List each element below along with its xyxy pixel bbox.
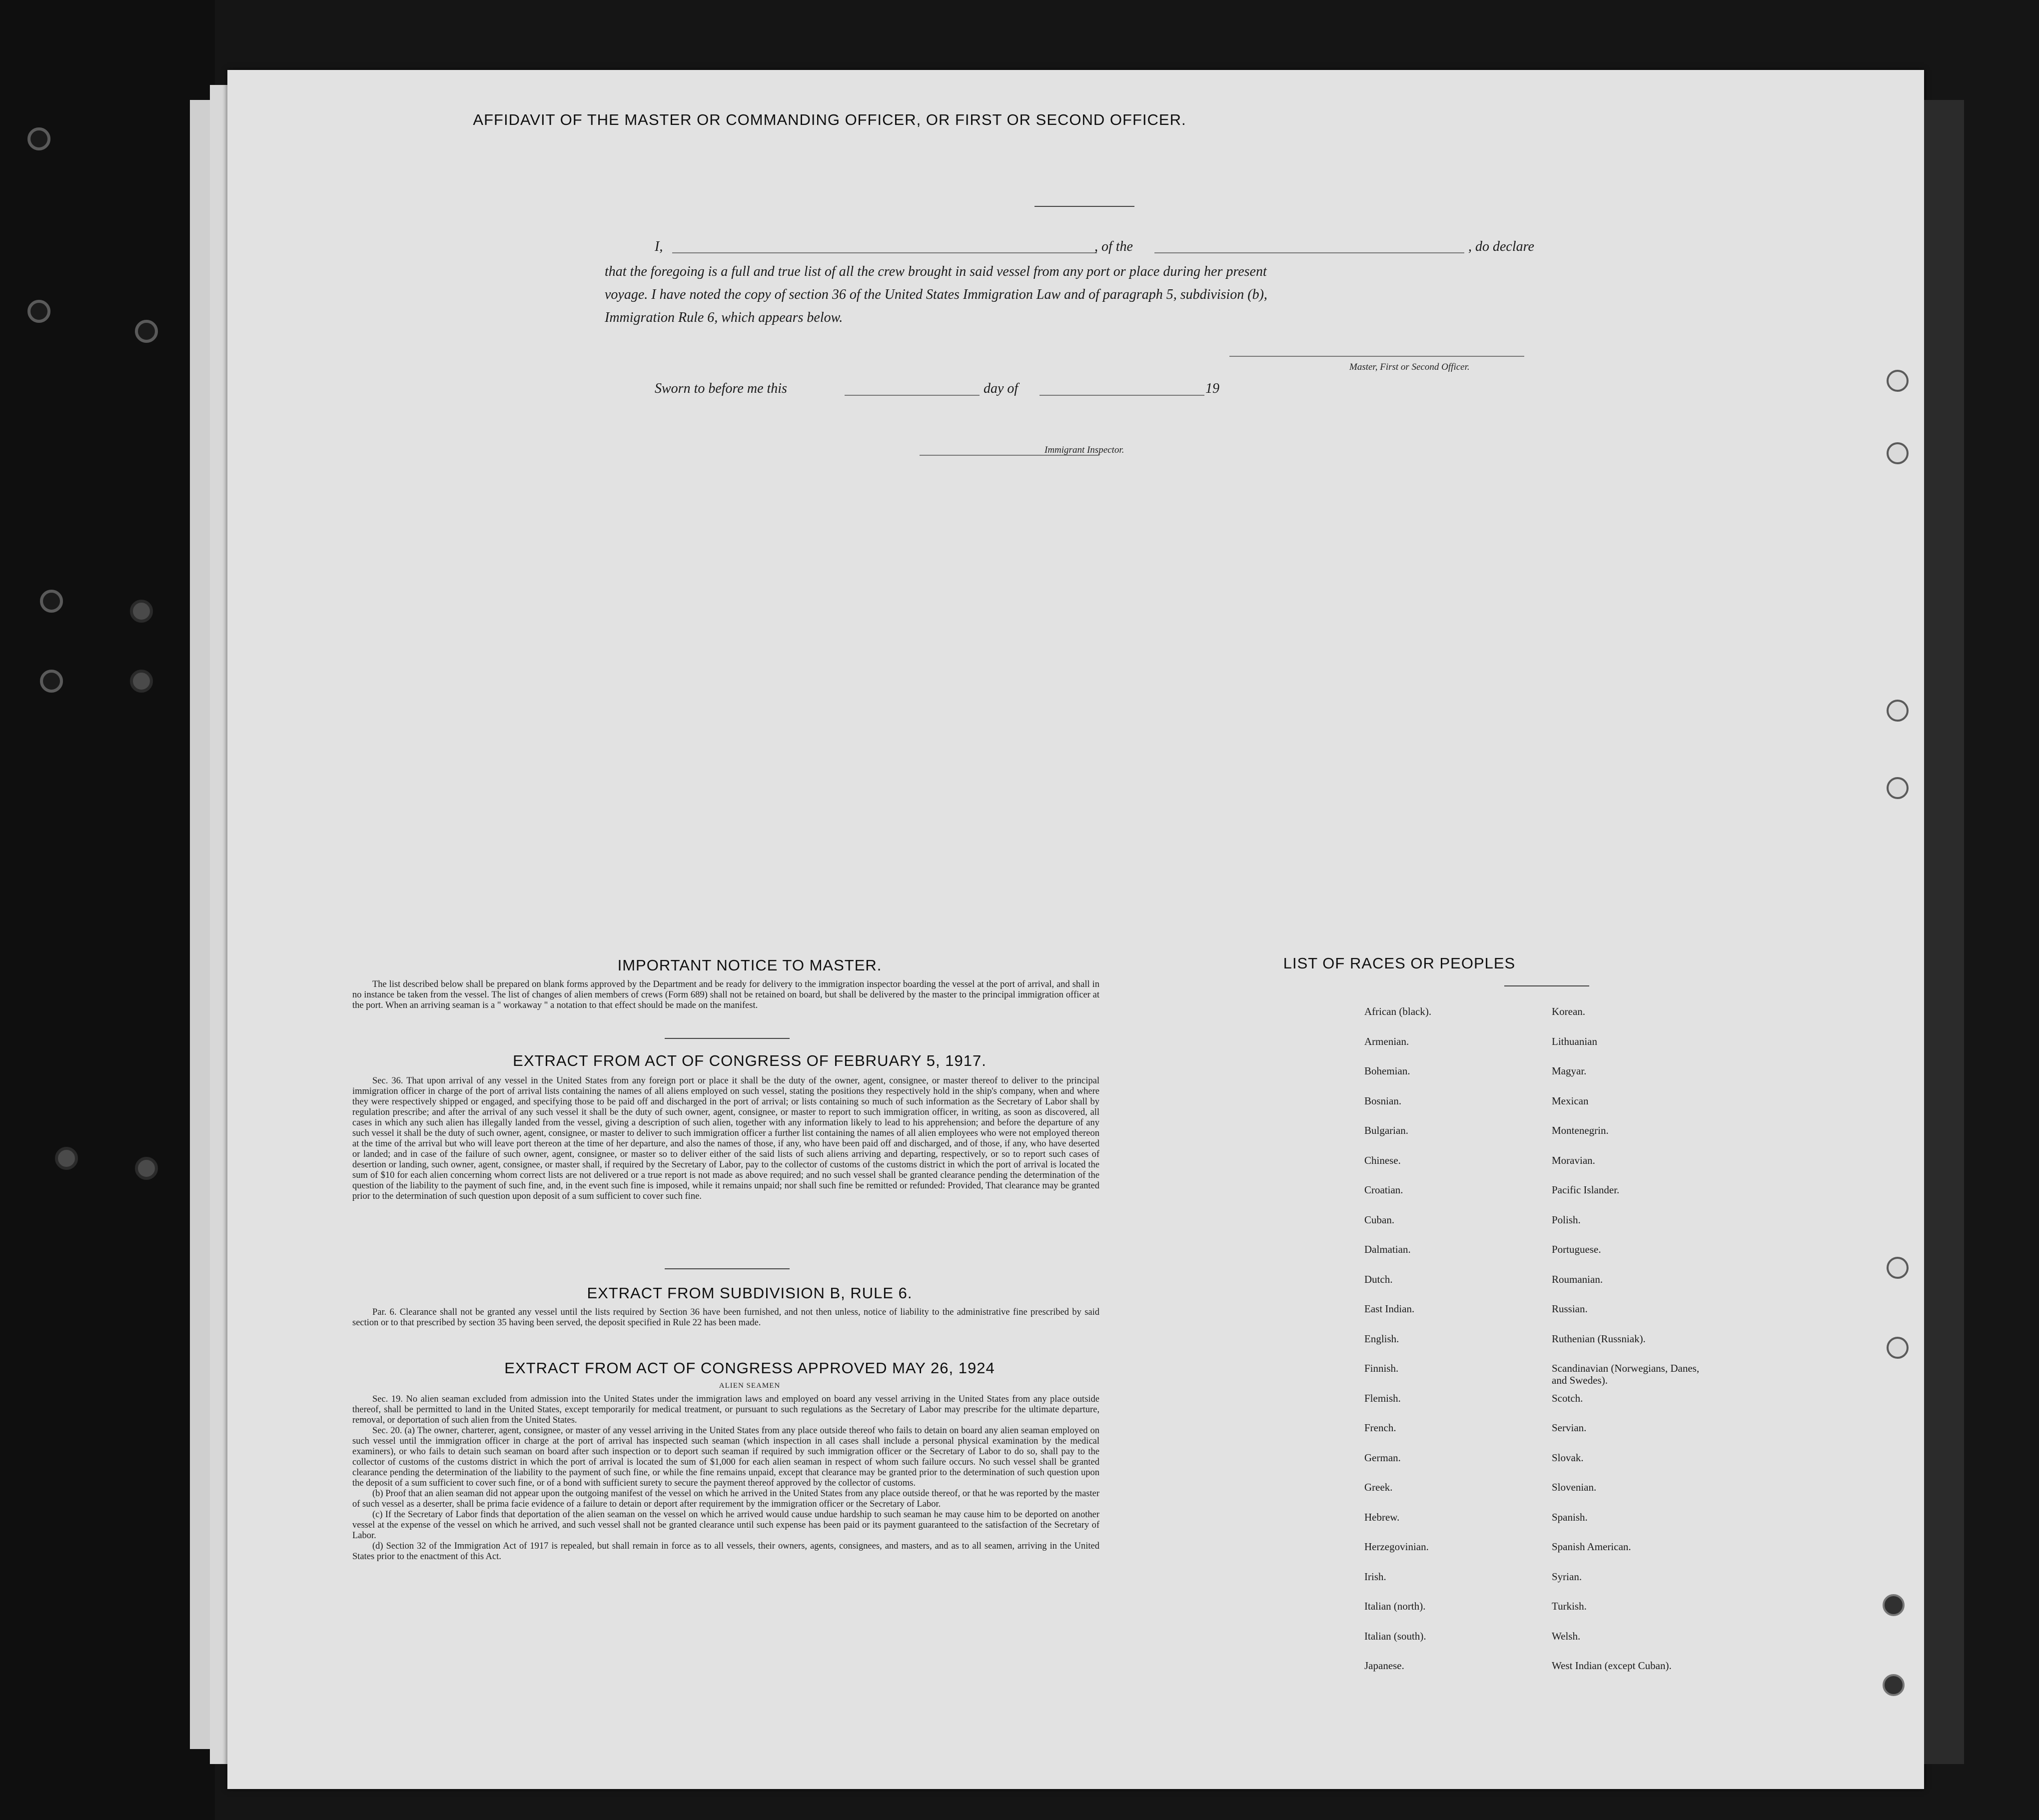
race-item: Italian (south). <box>1364 1630 1426 1642</box>
race-item: Italian (north). <box>1364 1600 1426 1612</box>
extract-1917-paragraph: Sec. 36. That upon arrival of any vessel in the United States from any foreign port or place it shall be the duty of the owner, agent, consignee, or master thereof to deliver to the principal immigration officer in charge of the port of arrival lists containing the names of all aliens employed on such vessel, stating the positions they respectively hold in the ship's company, when and where they were respectively shipped or engaged, and specifying those to be paid off and discharged in the port of arrival; or lists containing so much of such information as the Secretary of Labor shall by regulation prescribe; and after the arrival of any such vessel it shall be the duty of such owner, agent, consignee, or master to report to such immigration officer, in writing, as soon as discovered, all cases in which any such alien has illegally landed from the vessel, giving a description of such alien, together with any information likely to lead to his apprehension; and before the departure of any such vessel it shall be the duty of such owner, agent, consignee, or master to deliver to such immigration officer a further list containing the names of all alien employees who were not employed thereon at the time of the arrival but who will leave port thereon at the time of her departure, and also the names of those, if any, who have been paid off and discharged, and of those, if any, who have deserted or landed; and in case of the failure of such owner, agent, consignee, or master so to deliver either of the said lists of such aliens arriving and departing, respectively, or so to report such cases of desertion or landing, such owner, agent, consignee, or master shall, if required by the Secretary of Labor, pay to the collector of customs of the customs district in which the port of arrival is located the sum of $10 for each alien concerning whom correct lists are not delivered or a true report is not made as above required; and no such vessel shall be granted clearance pending the determination of the question of the liability to the payment of such fine, and, in the event such fine is imposed, while it remains unpaid; nor shall such fine be remitted or refunded: Provided, That clearance may be granted prior to the determination of such question upon deposit of a sum sufficient to cover such fine. <box>352 1076 1099 1201</box>
day-of-label: day of <box>984 381 1019 396</box>
sworn-month-line <box>1039 395 1204 396</box>
race-item: Spanish. <box>1552 1511 1588 1523</box>
race-item: Roumanian. <box>1552 1273 1603 1285</box>
race-item: African (black). <box>1364 1005 1432 1017</box>
race-item: Slovenian. <box>1552 1481 1597 1493</box>
extract-rule6-title: EXTRACT FROM SUBDIVISION B, RULE 6. <box>587 1284 913 1302</box>
name-line <box>672 252 1097 253</box>
page-right-edge <box>1924 100 1964 1764</box>
extract-1917-title: EXTRACT FROM ACT OF CONGRESS OF FEBRUARY 5, 1917. <box>513 1052 987 1069</box>
page-hole <box>1887 1337 1909 1359</box>
race-item: Pacific Islander. <box>1552 1184 1620 1196</box>
sworn-day-line <box>845 395 980 396</box>
race-item: Moravian. <box>1552 1154 1595 1166</box>
section-rule <box>665 1038 790 1039</box>
notice-paragraph: The list described below shall be prepared on blank forms approved by the Department and be ready for delivery to the immigration inspector boarding the vessel at the port of arrival, and shall in no instance be taken from the vessel. The list of changes of alien members of crews (Form 689) shall not be retained on board, but shall be delivered by the master to the principal immigration officer at the port. When an arriving seaman is a " workaway " a notation to that effect should be made on the manifest. <box>352 979 1099 1010</box>
extract-1924-subtitle: ALIEN SEAMEN <box>719 1382 781 1390</box>
race-item: Polish. <box>1552 1213 1581 1226</box>
race-item: Turkish. <box>1552 1600 1587 1612</box>
affidavit-declare: , do declare <box>1468 239 1534 254</box>
binder-hole <box>40 670 63 693</box>
race-item: English. <box>1364 1332 1399 1345</box>
races-title: LIST OF RACES OR PEOPLES <box>1283 954 1516 972</box>
extract-rule6-paragraph: Par. 6. Clearance shall not be granted any vessel until the lists required by Section 36 have been furnished, and not then unless, notice of liability to the administrative fine prescribed by said section or to that prescribed by section 35 having been served, the deposit specified in Rule 22 has been made. <box>352 1307 1099 1328</box>
title-rule <box>1034 206 1134 207</box>
race-item: Slovak. <box>1552 1451 1584 1464</box>
race-item: Spanish American. <box>1552 1541 1631 1553</box>
binder-background <box>0 0 215 1820</box>
binder-hole <box>55 1147 78 1170</box>
binder-hole <box>135 1157 158 1180</box>
race-item: Portuguese. <box>1552 1243 1601 1255</box>
race-item: Dalmatian. <box>1364 1243 1411 1255</box>
race-item: Scandinavian (Norwegians, Danes, and Swedes). <box>1552 1362 1700 1386</box>
inspector-label: Immigrant Inspector. <box>1044 445 1124 455</box>
affidavit-of-the: , of the <box>1094 239 1133 254</box>
race-item: Dutch. <box>1364 1273 1393 1285</box>
extract-1924-sec19: Sec. 19. No alien seaman excluded from admission into the United States under the immigration laws and employed on board any vessel arriving in the United States from any place outside thereof, shall be permitted to land in the United States, except temporarily for medical treatment, or pursuant to such regulations as the Secretary of Labor may prescribe for the ultimate departure, removal, or deportation of such alien from the United States. <box>352 1394 1099 1425</box>
binder-hole <box>27 300 50 323</box>
section-rule <box>665 1268 790 1269</box>
page-hole <box>1883 1674 1905 1696</box>
extract-1917-text <box>352 1076 1099 1202</box>
sworn-label: Sworn to before me this <box>655 381 787 396</box>
race-item: Bosnian. <box>1364 1094 1402 1107</box>
page-hole <box>1887 700 1909 722</box>
race-item: Mexican <box>1552 1094 1589 1107</box>
race-item: Herzegovinian. <box>1364 1541 1429 1553</box>
vessel-line <box>1154 252 1464 253</box>
binder-hole <box>130 670 153 693</box>
master-signature-line <box>1229 356 1524 357</box>
race-item: Greek. <box>1364 1481 1393 1493</box>
page-hole <box>1887 370 1909 392</box>
extract-1924-sec20d: (d) Section 32 of the Immigration Act of 1917 is repealed, but shall remain in force as to all vessels, their owners, agents, consignees, and masters, and as to all seamen, arriving in the United States prior to the enactment of this Act. <box>352 1541 1099 1562</box>
race-item: Chinese. <box>1364 1154 1401 1166</box>
race-item: Bulgarian. <box>1364 1124 1409 1136</box>
extract-1924-sec20a: Sec. 20. (a) The owner, charterer, agent, consignee, or master of any vessel arriving in the United States from any place outside thereof who fails to detain on board any alien seaman employed on such vessel until the immigration officer in charge at the port of arrival has inspected such seaman (which inspection in all cases shall include a personal physical examination by the medical examiners), or who fails to detain such seaman on board after such inspection or to deport such seaman if required by such immigration officer or the Secretary of Labor to do so, shall pay to the collector of customs of the customs district in which the port of arrival is located the sum of $1,000 for each alien seaman in respect of whom such failure occurs. No such vessel shall be granted clearance pending the determination of the liability to the payment of such fine, or while the fine remains unpaid, except that clearance may be granted prior to the determination of such question upon the deposit of a sum sufficient to cover such fine, or of a bond with sufficient surety to secure the payment thereof approved by the collector of customs. <box>352 1426 1099 1488</box>
race-item: Cuban. <box>1364 1213 1395 1226</box>
race-item: Welsh. <box>1552 1630 1581 1642</box>
race-item: Flemish. <box>1364 1392 1401 1404</box>
page-hole <box>1887 777 1909 799</box>
race-item: West Indian (except Cuban). <box>1552 1660 1672 1672</box>
year-label: 19 <box>1205 381 1219 396</box>
extract-1924-sec20c: (c) If the Secretary of Labor finds that deportation of the alien seaman on the vessel on which he arrived would cause undue hardship to such seaman he may cause him to be deported on another vessel at the expense of the vessel on which he arrived, and such vessel shall not be granted clearance until such expense has been paid or its payment guaranteed to the satisfaction of the Secretary of Labor. <box>352 1510 1099 1541</box>
extract-1924-title: EXTRACT FROM ACT OF CONGRESS APPROVED MAY 26, 1924 <box>504 1359 995 1377</box>
races-rule <box>1504 985 1589 986</box>
affidavit-line-2: voyage. I have noted the copy of section 36 of the United States Immigration Law and of paragraph 5, subdivision (b), <box>605 287 1267 302</box>
binder-hole <box>135 320 158 343</box>
race-item: French. <box>1364 1422 1396 1434</box>
race-item: Scotch. <box>1552 1392 1583 1404</box>
affidavit-line-3: Immigration Rule 6, which appears below. <box>605 310 843 325</box>
race-item: Hebrew. <box>1364 1511 1400 1523</box>
race-item: Syrian. <box>1552 1570 1582 1583</box>
affidavit-title: AFFIDAVIT OF THE MASTER OR COMMANDING OFFICER, OR FIRST OR SECOND OFFICER. <box>473 111 1186 128</box>
affidavit-line-1: that the foregoing is a full and true list of all the crew brought in said vessel from any port or place during her present <box>605 264 1267 279</box>
extract-1924-sec20b: (b) Proof that an alien seaman did not appear upon the outgoing manifest of the vessel on which he arrived in the United States from any place outside thereof, or that he was reported by the master of such vessel as a deserter, shall be prima facie evidence of a failure to detain or deport after requirement by the immigration officer or the Secretary of Labor. <box>352 1489 1099 1509</box>
race-item: Magyar. <box>1552 1065 1587 1077</box>
race-item: Korean. <box>1552 1005 1586 1017</box>
race-item: Armenian. <box>1364 1035 1409 1047</box>
race-item: Croatian. <box>1364 1184 1403 1196</box>
race-item: Bohemian. <box>1364 1065 1410 1077</box>
race-item: Montenegrin. <box>1552 1124 1609 1136</box>
binder-hole <box>40 590 63 613</box>
affidavit-i: I, <box>655 239 663 254</box>
notice-title: IMPORTANT NOTICE TO MASTER. <box>617 956 882 974</box>
race-item: Lithuanian <box>1552 1035 1597 1047</box>
race-item: Japanese. <box>1364 1660 1404 1672</box>
page-hole <box>1887 1257 1909 1279</box>
notice-text <box>352 979 1099 1011</box>
race-item: Ruthenian (Russniak). <box>1552 1332 1646 1345</box>
binder-hole <box>130 600 153 623</box>
extract-rule6-text <box>352 1307 1099 1328</box>
master-label: Master, First or Second Officer. <box>1349 362 1470 372</box>
race-item: German. <box>1364 1451 1401 1464</box>
page-hole <box>1887 442 1909 464</box>
race-item: Servian. <box>1552 1422 1587 1434</box>
race-item: Finnish. <box>1364 1362 1399 1374</box>
race-item: Russian. <box>1552 1303 1588 1315</box>
extract-1924-text <box>352 1394 1099 1562</box>
race-item: Irish. <box>1364 1570 1386 1583</box>
page-hole <box>1883 1594 1905 1616</box>
binder-hole <box>27 127 50 150</box>
race-item: East Indian. <box>1364 1303 1415 1315</box>
